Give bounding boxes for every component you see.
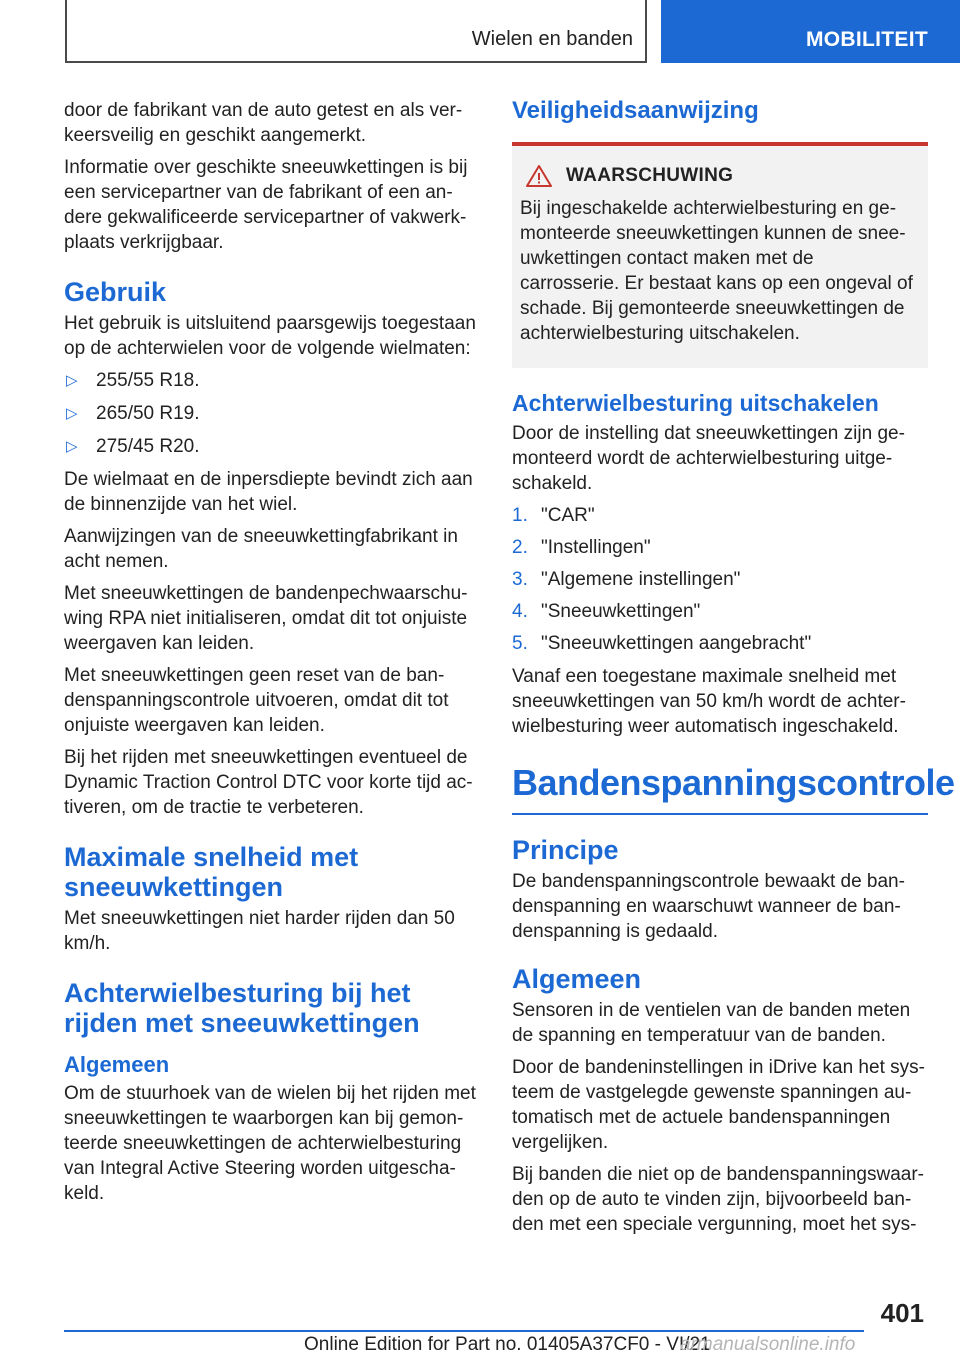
disable-intro: Door de instelling dat sneeuwkettingen zijn gemonteerd wordt de achterwielbesturing uitgeschakeld. — [512, 423, 905, 494]
body-paragraph: Sensoren in de ventielen van de banden meten de spanning en temperatuur van de banden. — [512, 1000, 911, 1046]
watermark: armanualsonline.info — [680, 1334, 856, 1355]
triangle-bullet-icon: ▷ — [66, 372, 78, 389]
body-paragraph: Met sneeuwkettingen de bandenpechwaarschuwing RPA niet initialiseren, omdat dit tot onjuiste weergaven kan leiden. — [64, 583, 468, 654]
body-paragraph: Met sneeuwkettingen geen reset van de bandenspanningscontrole uitvoeren, omdat dit tot onjuiste weergaven kan leiden. — [64, 665, 449, 736]
heading-principe: Principe — [512, 835, 619, 865]
max-speed-text: Met sneeuwkettingen niet harder rijden dan 50 km/h. — [64, 908, 455, 954]
list-item: ▷ 265/50 R19. — [66, 403, 200, 424]
left-column — [64, 98, 480, 1213]
steps-list — [512, 503, 928, 656]
principe-text: De bandenspanningscontrole bewaakt de bandenspanning en waarschuwt wanneer de bandenspanning is gedaald. — [512, 871, 905, 942]
body-paragraph: De wielmaat en de inpersdiepte bevindt zich aan de binnenzijde van het wiel. — [64, 469, 473, 515]
heading-algemeen: Algemeen — [512, 964, 642, 994]
body-paragraph: Bij banden die niet op de bandenspanningswaarden op de auto te vinden zijn, bijvoorbeeld banden met een speciale vergunning, moet het sys- — [512, 1164, 924, 1235]
subheading-algemeen: Algemeen — [64, 1052, 170, 1077]
heading-disable-steering: Achterwielbesturing uitschakelen — [512, 390, 879, 416]
footer-divider — [64, 1330, 864, 1332]
chapter-heading: Bandenspanningscontrole — [512, 761, 928, 815]
section-title: Wielen en banden — [471, 28, 633, 50]
chapter-tab — [661, 0, 960, 63]
chapter-tab-label: MOBILITEIT — [806, 28, 928, 51]
body-paragraph: Bij het rijden met sneeuwkettingen eventueel de Dynamic Traction Control DTC voor korte tijd activeren, om de tractie te verbeteren. — [64, 747, 473, 818]
warning-box — [512, 142, 928, 368]
heading-steering: Achterwielbesturing bij het rijden met sneeuwkettingen — [64, 978, 420, 1038]
step-item: 3. "Algemene instellingen" — [512, 569, 741, 590]
page-header — [0, 0, 960, 66]
body-paragraph: Door de bandeninstellingen in iDrive kan het systeem de vastgelegde gewenste spanningen automatisch met de actuele bandenspanningen vergelijken. — [512, 1057, 925, 1153]
section-header-box — [65, 0, 647, 63]
warning-label: WAARSCHUWING — [566, 165, 734, 186]
step-item: 5. "Sneeuwkettingen aangebracht" — [512, 633, 812, 654]
list-item: ▷ 255/55 R18. — [66, 370, 200, 391]
body-paragraph: Aanwijzingen van de sneeuwkettingfabrikant in acht nemen. — [64, 526, 458, 572]
step-item: 1. "CAR" — [512, 505, 595, 526]
triangle-bullet-icon: ▷ — [66, 405, 78, 422]
list-item: ▷ 275/45 R20. — [66, 436, 200, 457]
intro-paragraph: door de fabrikant van de auto getest en als verkeersveilig en geschikt aangemerkt. — [64, 100, 463, 146]
disable-outro: Vanaf een toegestane maximale snelheid met sneeuwkettingen van 50 km/h wordt de achterwielbesturing weer automatisch ingeschakeld. — [512, 666, 906, 737]
warning-triangle-icon — [526, 164, 552, 188]
right-column — [512, 97, 955, 1244]
heading-safety: Veiligheidsaanwijzing — [512, 97, 759, 124]
page-number: 401 — [880, 1298, 924, 1328]
wheel-size-list — [64, 368, 480, 459]
gebruik-intro: Het gebruik is uitsluitend paarsgewijs toegestaan op de achterwielen voor de volgende wielmaten: — [64, 313, 476, 359]
edition-text: Online Edition for Part no. 01405A37CF0 - VI/21 — [304, 1334, 711, 1355]
heading-gebruik: Gebruik — [64, 277, 167, 307]
warning-header — [526, 164, 918, 188]
warning-text: Bij ingeschakelde achterwielbesturing en gemonteerde sneeuwkettingen kunnen de sneeuwkettingen contact maken met de carrosserie. Er bestaat kans op een ongeval of schade. Bij gemonteerde sneeuwkettingen de achterwielbesturing uitschakelen. — [520, 198, 913, 344]
steering-text: Om de stuurhoek van de wielen bij het rijden met sneeuwkettingen te waarborgen kan bij gemonteerde sneeuwkettingen de achterwielbesturing van Integral Active Steering worden uitgeschakeld. — [64, 1083, 476, 1204]
intro-paragraph: Informatie over geschikte sneeuwkettingen is bij een servicepartner van de fabrikant of een andere gekwalificeerde servicepartner of vakwerkplaats verkrijgbaar. — [64, 157, 468, 253]
heading-max-speed: Maximale snelheid met sneeuwkettingen — [64, 842, 359, 902]
step-item: 4. "Sneeuwkettingen" — [512, 601, 701, 622]
step-item: 2. "Instellingen" — [512, 537, 651, 558]
triangle-bullet-icon: ▷ — [66, 438, 78, 455]
